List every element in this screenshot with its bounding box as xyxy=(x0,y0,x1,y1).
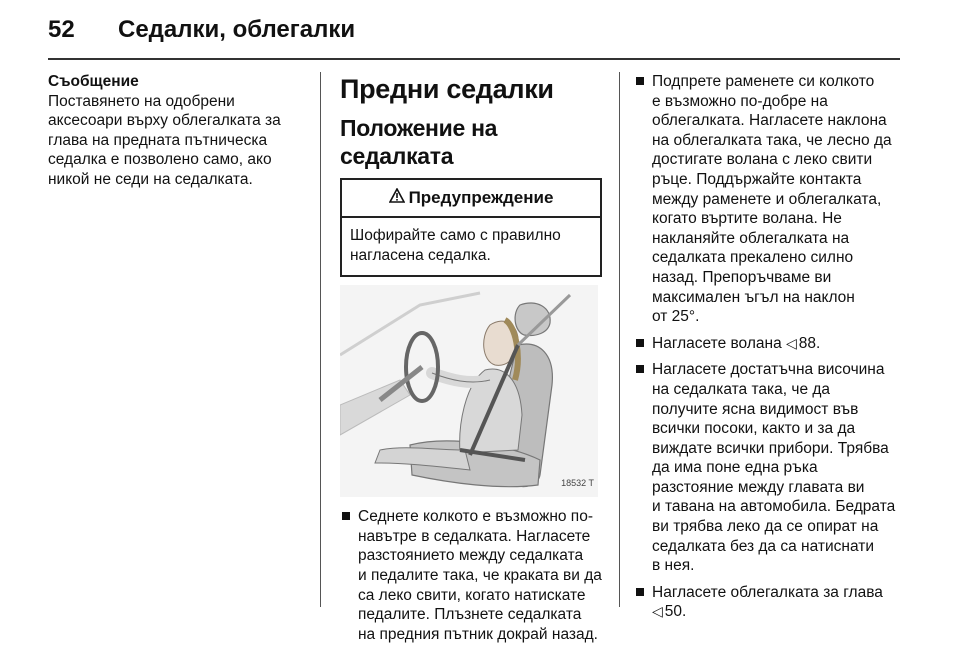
bullet-square-icon xyxy=(636,77,644,85)
list-line: и педалите така, че краката ви да xyxy=(358,566,602,584)
bullet-square-icon xyxy=(636,339,644,347)
warning-box xyxy=(340,178,602,277)
list-item xyxy=(634,72,906,327)
note-line: никой не седи на седалката. xyxy=(48,170,253,188)
warning-heading: Предупреждение xyxy=(408,188,554,208)
chapter-title: Седалки, облегалки xyxy=(118,16,356,43)
list-line: достигате волана с леко свити xyxy=(652,151,873,169)
page-reference-link[interactable]: 88. xyxy=(798,334,821,352)
list-line: когато въртите волана. Не xyxy=(652,210,842,228)
warning-header xyxy=(342,180,600,218)
column-middle xyxy=(340,72,602,651)
list-item xyxy=(634,360,906,576)
page-header xyxy=(0,0,960,58)
list-line: разстоянието между седалката xyxy=(358,547,584,565)
column-left xyxy=(48,72,306,190)
bullet-square-icon xyxy=(342,512,350,520)
column-divider-right xyxy=(619,72,620,607)
warning-line: Шофирайте само с правилно xyxy=(350,227,561,244)
list-line: ви трябва леко да се опират на xyxy=(652,518,879,536)
bullet-square-icon xyxy=(636,588,644,596)
list-line: в нея. xyxy=(652,557,695,575)
list-line: облегалката. Нагласете наклона xyxy=(652,112,887,130)
list-line: е възможно по-добре на xyxy=(652,92,828,110)
seat-instructions-list xyxy=(340,507,602,644)
list-line: назад. Препоръчваме ви xyxy=(652,268,832,286)
list-line: педалите. Плъзнете седалката xyxy=(358,606,582,624)
section-title: Предни седалки xyxy=(340,74,554,104)
list-line: всички посоки, както и за да xyxy=(652,420,856,438)
driver-seat-illustration xyxy=(340,285,598,497)
list-line: седалката прекалено силно xyxy=(652,249,854,267)
list-line: виждате всички прибори. Трябва xyxy=(652,439,889,457)
list-line: получите ясна видимост във xyxy=(652,400,859,418)
note-heading: Съобщение xyxy=(48,73,139,90)
list-line: Нагласете облегалката за глава xyxy=(652,583,883,601)
note-line: Поставянето на одобрени xyxy=(48,92,235,110)
list-line: на предния пътник докрай назад. xyxy=(358,625,598,643)
warning-triangle-icon xyxy=(389,188,405,208)
list-line: ръце. Поддържайте контакта xyxy=(652,170,862,188)
list-line: Нагласете достатъчна височина xyxy=(652,361,885,379)
list-line: накланяйте облегалката на xyxy=(652,229,850,247)
list-line: Нагласете волана xyxy=(652,334,786,352)
list-line: Подпрете раменете си колкото xyxy=(652,73,875,90)
page-reference-icon: ◁ xyxy=(652,603,663,620)
column-divider-left xyxy=(320,72,321,607)
list-line: и тавана на автомобила. Бедрата xyxy=(652,498,896,516)
note-text xyxy=(48,92,306,190)
list-item xyxy=(634,334,906,354)
list-line: са леко свити, когато натискате xyxy=(358,586,586,604)
list-item xyxy=(340,507,602,644)
note-line: аксесоари върху облегалката за xyxy=(48,112,281,130)
page-number: 52 xyxy=(48,16,75,43)
list-line: на седалката така, че да xyxy=(652,380,831,398)
list-line: между раменете и облегалката, xyxy=(652,190,882,208)
page-reference-link[interactable]: 50. xyxy=(664,603,687,621)
warning-line: нагласена седалка. xyxy=(350,246,491,264)
list-line: да има поне една ръка xyxy=(652,459,818,477)
column-right xyxy=(634,72,906,629)
list-line: Седнете колкото е възможно по- xyxy=(358,508,593,526)
list-line: максимален ъгъл на наклон xyxy=(652,288,855,306)
list-line: на облегалката така, че лесно да xyxy=(652,131,892,149)
list-line: седалката без да са натиснати xyxy=(652,537,874,555)
list-item xyxy=(634,583,906,622)
section-subtitle: Положение на седалката xyxy=(340,115,498,169)
seat-position-illustration xyxy=(340,285,598,497)
page-reference-icon: ◁ xyxy=(786,334,797,351)
list-line: разстояние между главата ви xyxy=(652,478,865,496)
note-line: глава на предната пътническа xyxy=(48,131,268,149)
figure-code: 18532 T xyxy=(561,477,594,488)
list-line: от 25°. xyxy=(652,308,700,326)
bullet-square-icon xyxy=(636,365,644,373)
note-line: седалка е позволено само, ако xyxy=(48,151,272,169)
warning-text xyxy=(342,218,600,275)
list-line: навътре в седалката. Нагласете xyxy=(358,527,591,545)
header-rule xyxy=(48,58,900,60)
